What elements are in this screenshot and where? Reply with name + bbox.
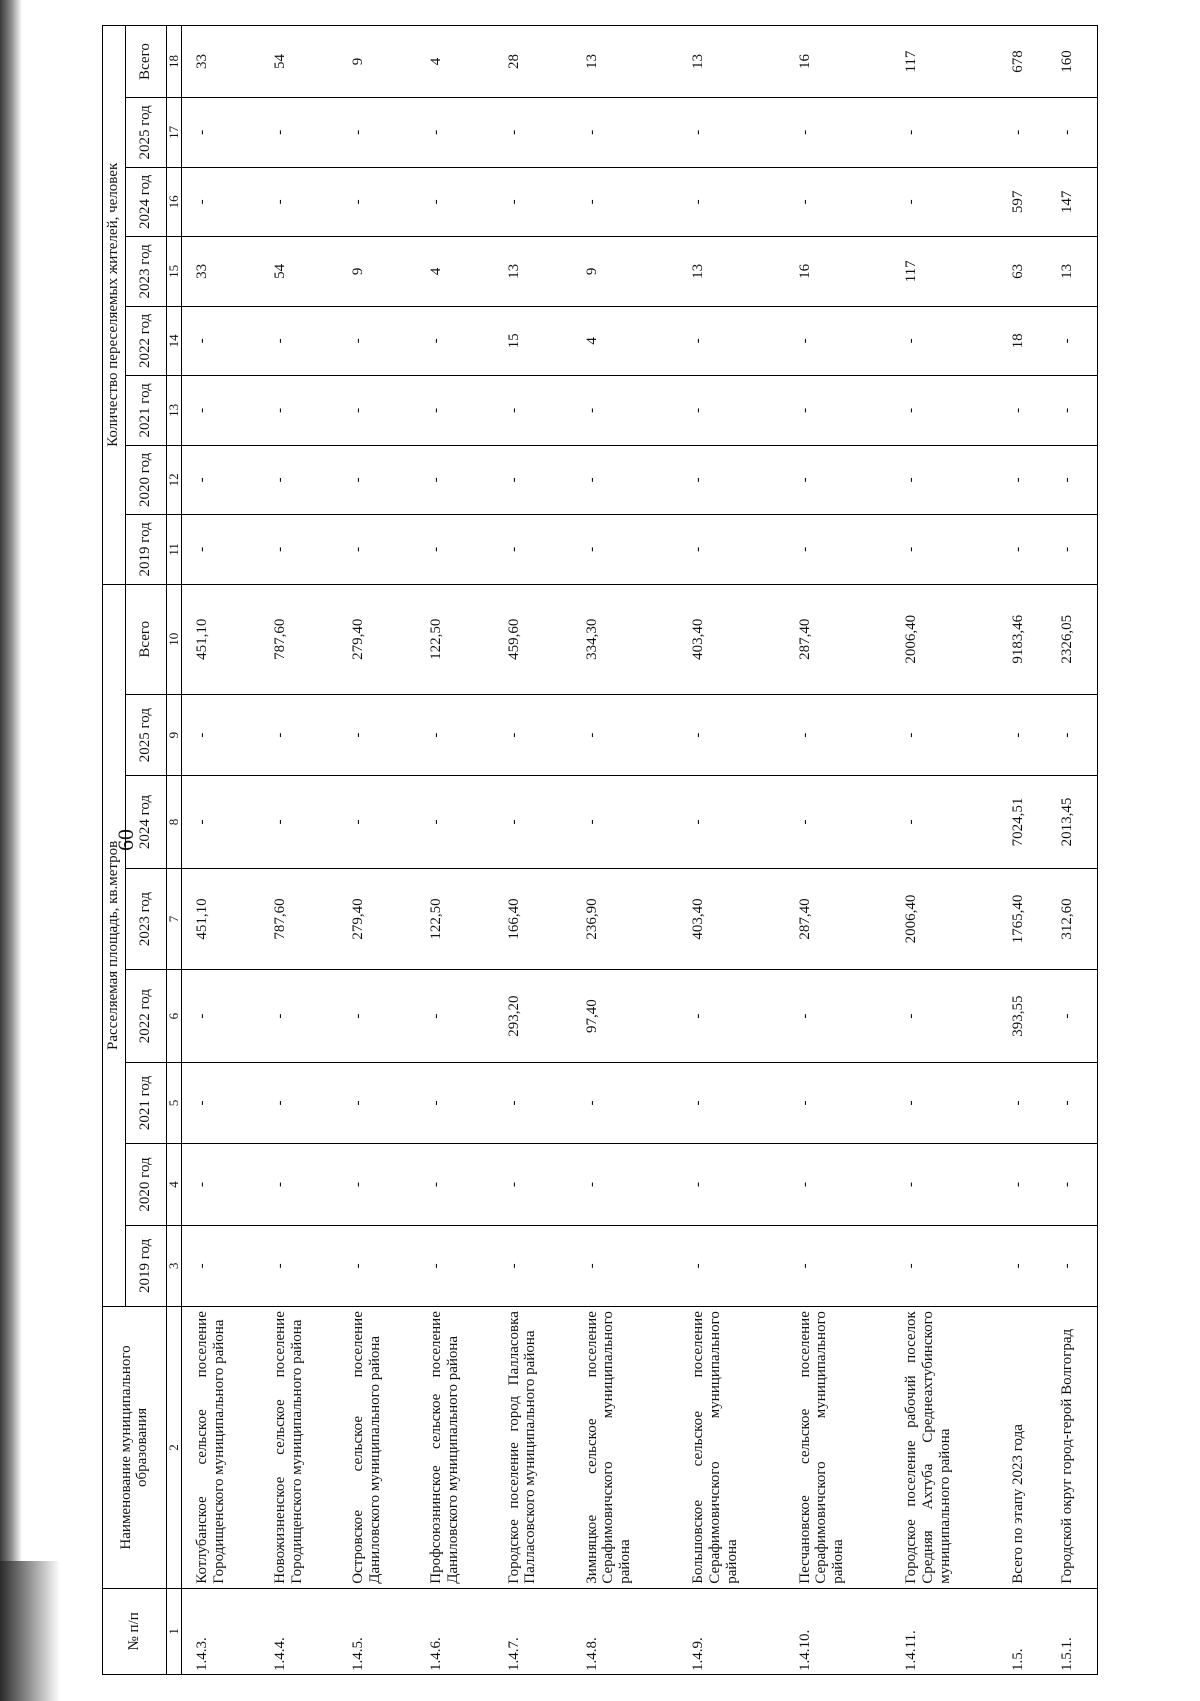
area-cell: - [416, 1225, 494, 1306]
area-cell: - [572, 1225, 679, 1306]
header-group-people: Количество переселяемых жителей, человек [103, 26, 126, 585]
people-cell: - [1047, 515, 1097, 585]
area-cell: - [416, 1144, 494, 1225]
column-number-13: 14 [167, 306, 182, 376]
row-number: 1.4.8. [572, 1588, 679, 1674]
area-cell: - [260, 1062, 338, 1143]
table-row [891, 26, 998, 1675]
municipality-name: Профсоюзнинское сельское поселение Даниловского муниципального района [416, 1307, 494, 1589]
people-cell: - [182, 515, 261, 585]
people-cell: 18 [998, 306, 1048, 376]
area-cell: - [891, 1144, 998, 1225]
people-cell: - [678, 376, 785, 446]
area-cell: - [494, 694, 572, 775]
people-cell: - [891, 376, 998, 446]
area-cell: 2013,45 [1047, 776, 1097, 868]
header-people-year-1: 2020 год [126, 445, 167, 515]
area-cell: - [891, 694, 998, 775]
table-row [998, 26, 1048, 1675]
area-cell: - [338, 1062, 416, 1143]
column-number-6: 7 [167, 868, 182, 970]
people-cell: - [678, 515, 785, 585]
table-row [494, 26, 572, 1675]
area-cell: 451,10 [182, 868, 261, 970]
header-column-numbers [167, 26, 182, 1675]
area-cell: - [260, 1225, 338, 1306]
people-cell: - [891, 167, 998, 237]
page-number: 60 [113, 829, 138, 851]
people-cell: - [260, 376, 338, 446]
people-cell: - [494, 445, 572, 515]
people-cell: 16 [785, 26, 892, 98]
people-cell: - [998, 445, 1048, 515]
area-cell: 122,50 [416, 868, 494, 970]
header-people-year-2: 2021 год [126, 376, 167, 446]
municipality-name: Зимняцкое сельское поселение Серафимовичского муниципального района [572, 1307, 679, 1589]
people-cell: - [1047, 98, 1097, 168]
people-cell: 4 [572, 306, 679, 376]
municipality-name: Городское поселение рабочий поселок Средняя Ахтуба Среднеахтубинского муниципального района [891, 1307, 998, 1589]
area-cell: 279,40 [338, 584, 416, 694]
people-cell: - [678, 445, 785, 515]
area-cell: - [494, 1225, 572, 1306]
area-cell: 2326,05 [1047, 584, 1097, 694]
people-cell: 63 [998, 237, 1048, 307]
area-cell: 312,60 [1047, 868, 1097, 970]
people-cell: - [182, 167, 261, 237]
area-cell: - [1047, 1144, 1097, 1225]
area-cell: 334,30 [572, 584, 679, 694]
column-number-11: 12 [167, 445, 182, 515]
table-row [182, 26, 261, 1675]
people-cell: - [891, 306, 998, 376]
municipality-name: Островское сельское поселение Даниловского муниципального района [338, 1307, 416, 1589]
people-cell: 9 [572, 237, 679, 307]
people-cell: - [182, 306, 261, 376]
rotated-table-container [102, 25, 1098, 1675]
area-cell: - [338, 776, 416, 868]
header-no: № п/п [103, 1588, 167, 1674]
people-cell: - [1047, 445, 1097, 515]
area-cell: - [338, 970, 416, 1062]
people-cell: 33 [182, 237, 261, 307]
header-area-year-2: 2021 год [126, 1062, 167, 1143]
area-cell: - [1047, 970, 1097, 1062]
row-number: 1.4.10. [785, 1588, 892, 1674]
row-number: 1.4.7. [494, 1588, 572, 1674]
people-cell: - [416, 445, 494, 515]
area-cell: 279,40 [338, 868, 416, 970]
area-cell: - [1047, 694, 1097, 775]
area-cell: 97,40 [572, 970, 679, 1062]
people-cell: - [1047, 376, 1097, 446]
row-number: 1.4.9. [678, 1588, 785, 1674]
people-cell: 678 [998, 26, 1048, 98]
people-cell: 597 [998, 167, 1048, 237]
people-cell: - [182, 445, 261, 515]
people-cell: - [572, 515, 679, 585]
people-cell: - [785, 167, 892, 237]
area-cell: - [494, 1062, 572, 1143]
municipality-name: Большовское сельское поселение Серафимовичского муниципального района [678, 1307, 785, 1589]
people-cell: - [891, 515, 998, 585]
people-cell: - [998, 376, 1048, 446]
column-number-4: 5 [167, 1062, 182, 1143]
people-cell: - [416, 306, 494, 376]
people-cell: 9 [338, 237, 416, 307]
municipality-name: Песчановское сельское поселение Серафимовичского муниципального района [785, 1307, 892, 1589]
area-cell: - [494, 776, 572, 868]
table-row [785, 26, 892, 1675]
people-cell: 13 [1047, 237, 1097, 307]
people-cell: - [260, 306, 338, 376]
people-cell: - [998, 98, 1048, 168]
people-cell: 9 [338, 26, 416, 98]
area-cell: 166,40 [494, 868, 572, 970]
area-cell: - [785, 970, 892, 1062]
area-cell: - [572, 1062, 679, 1143]
area-cell: - [572, 1144, 679, 1225]
area-cell: - [998, 1225, 1048, 1306]
scan-corner-shadow [0, 1561, 60, 1701]
area-cell: - [260, 1144, 338, 1225]
header-area-year-3: 2022 год [126, 970, 167, 1062]
row-number: 1.4.11. [891, 1588, 998, 1674]
area-cell: - [182, 1062, 261, 1143]
people-cell: 4 [416, 237, 494, 307]
table-body [182, 26, 1098, 1675]
people-cell: - [785, 98, 892, 168]
people-cell: - [182, 98, 261, 168]
area-cell: - [182, 970, 261, 1062]
header-people-year-0: 2019 год [126, 515, 167, 585]
people-cell: 117 [891, 237, 998, 307]
people-cell: - [338, 306, 416, 376]
people-cell: - [998, 515, 1048, 585]
people-cell: - [338, 515, 416, 585]
area-cell: 403,40 [678, 584, 785, 694]
column-number-10: 11 [167, 515, 182, 585]
column-number-8: 9 [167, 694, 182, 775]
area-cell: 403,40 [678, 868, 785, 970]
people-cell: - [416, 167, 494, 237]
people-cell: - [416, 376, 494, 446]
people-cell: - [260, 445, 338, 515]
header-people-total: Всего [126, 26, 167, 98]
row-number: 1.4.3. [182, 1588, 261, 1674]
area-cell: - [260, 776, 338, 868]
area-cell: - [891, 1225, 998, 1306]
area-cell: - [785, 694, 892, 775]
people-cell: - [494, 376, 572, 446]
people-cell: 33 [182, 26, 261, 98]
column-number-16: 17 [167, 98, 182, 168]
header-people-year-3: 2022 год [126, 306, 167, 376]
area-cell: - [678, 776, 785, 868]
municipality-name: Новожизненское сельское поселение Городищенского муниципального района [260, 1307, 338, 1589]
people-cell: - [182, 376, 261, 446]
resettlement-table [102, 25, 1098, 1675]
table-row [338, 26, 416, 1675]
table-row [678, 26, 785, 1675]
column-number-9: 10 [167, 584, 182, 694]
area-cell: 7024,51 [998, 776, 1048, 868]
area-cell: - [182, 776, 261, 868]
people-cell: 28 [494, 26, 572, 98]
people-cell: - [572, 98, 679, 168]
table-row [1047, 26, 1097, 1675]
row-number: 1.4.4. [260, 1588, 338, 1674]
area-cell: 122,50 [416, 584, 494, 694]
people-cell: - [494, 98, 572, 168]
area-cell: - [998, 1144, 1048, 1225]
area-cell: - [338, 1225, 416, 1306]
people-cell: 54 [260, 237, 338, 307]
people-cell: - [1047, 306, 1097, 376]
people-cell: - [785, 306, 892, 376]
people-cell: 16 [785, 237, 892, 307]
area-cell: - [260, 694, 338, 775]
area-cell: - [494, 1144, 572, 1225]
area-cell: 451,10 [182, 584, 261, 694]
table-header [103, 26, 182, 1675]
people-cell: - [494, 515, 572, 585]
people-cell: - [678, 98, 785, 168]
table-row [416, 26, 494, 1675]
municipality-name: Городской округ город-герой Волгоград [1047, 1307, 1097, 1589]
area-cell: 459,60 [494, 584, 572, 694]
area-cell: - [785, 1144, 892, 1225]
header-people-year-6: 2025 год [126, 98, 167, 168]
column-number-1: 2 [167, 1307, 182, 1589]
people-cell: 13 [678, 26, 785, 98]
area-cell: - [182, 1225, 261, 1306]
area-cell: 293,20 [494, 970, 572, 1062]
people-cell: - [891, 98, 998, 168]
area-cell: - [182, 1144, 261, 1225]
column-number-3: 4 [167, 1144, 182, 1225]
people-cell: - [494, 167, 572, 237]
row-number: 1.4.6. [416, 1588, 494, 1674]
header-people-year-5: 2024 год [126, 167, 167, 237]
area-cell: - [572, 694, 679, 775]
area-cell: - [678, 1144, 785, 1225]
area-cell: - [416, 1062, 494, 1143]
column-number-5: 6 [167, 970, 182, 1062]
people-cell: - [338, 376, 416, 446]
header-people-year-4: 2023 год [126, 237, 167, 307]
area-cell: - [338, 694, 416, 775]
area-cell: - [338, 1144, 416, 1225]
area-cell: - [1047, 1225, 1097, 1306]
people-cell: 13 [572, 26, 679, 98]
row-number: 1.5. [998, 1588, 1048, 1674]
area-cell: - [416, 776, 494, 868]
municipality-name: Котлубанское сельское поселение Городищенского муниципального района [182, 1307, 261, 1589]
area-cell: 787,60 [260, 584, 338, 694]
people-cell: - [572, 376, 679, 446]
people-cell: - [338, 445, 416, 515]
header-area-year-1: 2020 год [126, 1144, 167, 1225]
area-cell: - [678, 1062, 785, 1143]
people-cell: 15 [494, 306, 572, 376]
column-number-15: 16 [167, 167, 182, 237]
area-cell: - [998, 694, 1048, 775]
area-cell: 393,55 [998, 970, 1048, 1062]
scan-edge-shadow [0, 0, 22, 1701]
area-cell: 287,40 [785, 584, 892, 694]
area-cell: 2006,40 [891, 868, 998, 970]
people-cell: 160 [1047, 26, 1097, 98]
area-cell: - [678, 694, 785, 775]
area-cell: - [572, 776, 679, 868]
people-cell: - [785, 376, 892, 446]
area-cell: 9183,46 [998, 584, 1048, 694]
area-cell: 287,40 [785, 868, 892, 970]
area-cell: - [785, 776, 892, 868]
table-row [572, 26, 679, 1675]
header-group-area: Расселяемая площадь, кв.метров [103, 584, 126, 1307]
area-cell: - [1047, 1062, 1097, 1143]
area-cell: 2006,40 [891, 584, 998, 694]
people-cell: - [416, 515, 494, 585]
area-cell: 787,60 [260, 868, 338, 970]
row-number: 1.4.5. [338, 1588, 416, 1674]
area-cell: - [416, 970, 494, 1062]
area-cell: - [998, 1062, 1048, 1143]
header-area-year-6: 2025 год [126, 694, 167, 775]
header-name: Наименование муниципального образования [103, 1307, 167, 1589]
header-area-year-5: 2024 год [126, 776, 167, 868]
area-cell: - [678, 1225, 785, 1306]
people-cell: 54 [260, 26, 338, 98]
people-cell: - [785, 445, 892, 515]
area-cell: - [678, 970, 785, 1062]
area-cell: 1765,40 [998, 868, 1048, 970]
municipality-name: Всего по этапу 2023 года [998, 1307, 1048, 1589]
people-cell: - [416, 98, 494, 168]
area-cell: - [182, 694, 261, 775]
people-cell: - [785, 515, 892, 585]
column-number-0: 1 [167, 1588, 182, 1674]
people-cell: 13 [678, 237, 785, 307]
area-cell: - [785, 1225, 892, 1306]
header-area-total: Всего [126, 584, 167, 694]
area-cell: - [891, 776, 998, 868]
column-number-14: 15 [167, 237, 182, 307]
area-cell: - [891, 1062, 998, 1143]
column-number-17: 18 [167, 26, 182, 98]
area-cell: - [785, 1062, 892, 1143]
people-cell: - [678, 306, 785, 376]
area-cell: 236,90 [572, 868, 679, 970]
people-cell: - [338, 167, 416, 237]
table-row [260, 26, 338, 1675]
column-number-7: 8 [167, 776, 182, 868]
people-cell: - [260, 515, 338, 585]
area-cell: - [416, 694, 494, 775]
area-cell: - [260, 970, 338, 1062]
people-cell: - [891, 445, 998, 515]
column-number-2: 3 [167, 1225, 182, 1306]
header-area-year-0: 2019 год [126, 1225, 167, 1306]
people-cell: - [338, 98, 416, 168]
people-cell: - [572, 167, 679, 237]
header-area-year-4: 2023 год [126, 868, 167, 970]
people-cell: - [572, 445, 679, 515]
people-cell: - [260, 167, 338, 237]
people-cell: 4 [416, 26, 494, 98]
municipality-name: Городское поселение город Палласовка Палласовского муниципального района [494, 1307, 572, 1589]
people-cell: - [260, 98, 338, 168]
people-cell: 13 [494, 237, 572, 307]
people-cell: - [678, 167, 785, 237]
column-number-12: 13 [167, 376, 182, 446]
people-cell: 147 [1047, 167, 1097, 237]
area-cell: - [891, 970, 998, 1062]
people-cell: 117 [891, 26, 998, 98]
row-number: 1.5.1. [1047, 1588, 1097, 1674]
